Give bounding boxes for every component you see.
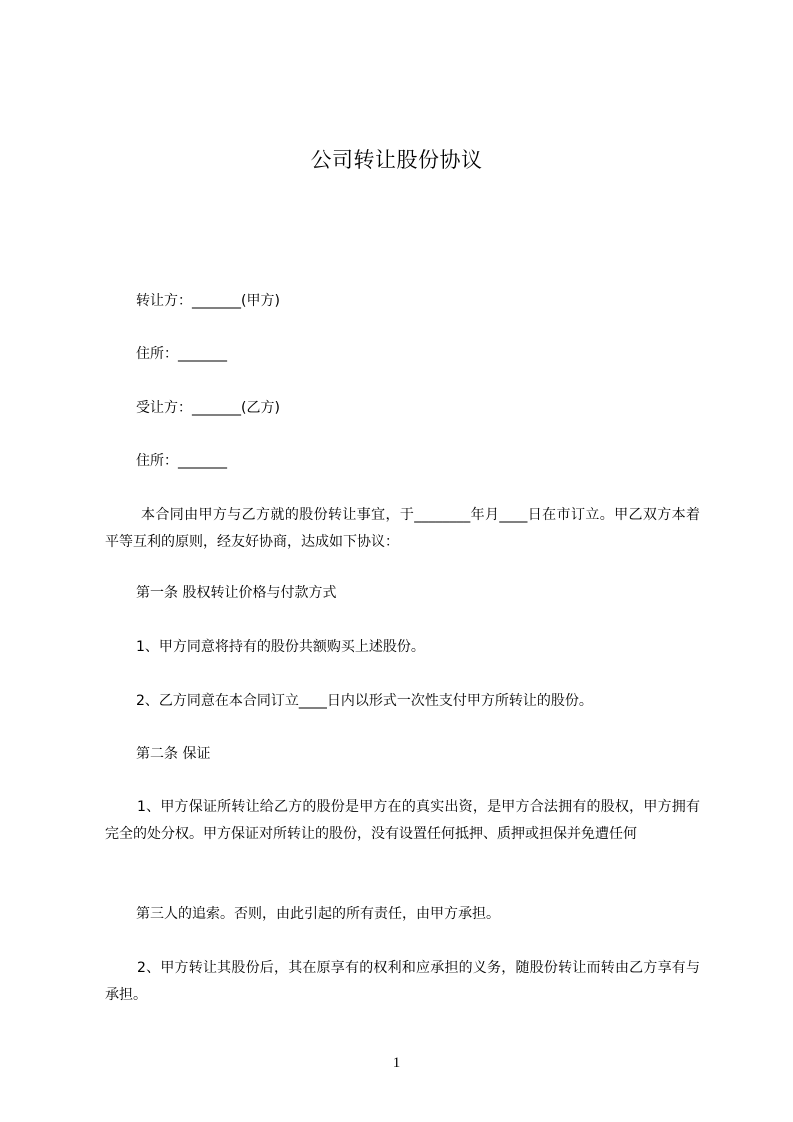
article1-item1: 1、甲方同意将持有的股份共额购买上述股份。: [136, 639, 425, 655]
transferor-line: 转让方：_______(甲方): [136, 293, 280, 309]
article1-item2: 2、乙方同意在本合同订立____日内以形式一次性支付甲方所转让的股份。: [136, 693, 593, 709]
article2-item2: 2、甲方转让其股份后，其在原享有的权利和应承担的义务，随股份转让而转由乙方享有与承担。: [105, 960, 700, 1003]
transferor-address-line: 住所：_______: [136, 346, 227, 362]
transferee-line: 受让方：_______(乙方): [136, 400, 280, 416]
article1-heading: 第一条 股权转让价格与付款方式: [136, 585, 337, 601]
document-title: 公司转让股份协议: [310, 148, 483, 172]
article2-heading: 第二条 保证: [136, 746, 211, 762]
intro-paragraph: 本合同由甲方与乙方就的股份转让事宜，于________年月____日在市订立。甲乙双方本着平等互利的原则，经友好协商，达成如下协议：: [105, 507, 700, 550]
page-number: 1: [392, 1055, 401, 1071]
article2-item1-continued: 第三人的追索。否则，由此引起的所有责任，由甲方承担。: [136, 906, 500, 922]
transferee-address-line: 住所：_______: [136, 453, 227, 469]
article2-item1: 1、甲方保证所转让给乙方的股份是甲方在的真实出资，是甲方合法拥有的股权，甲方拥有完全的处分权。甲方保证对所转让的股份，没有设置任何抵押、质押或担保并免遭任何: [105, 799, 700, 842]
